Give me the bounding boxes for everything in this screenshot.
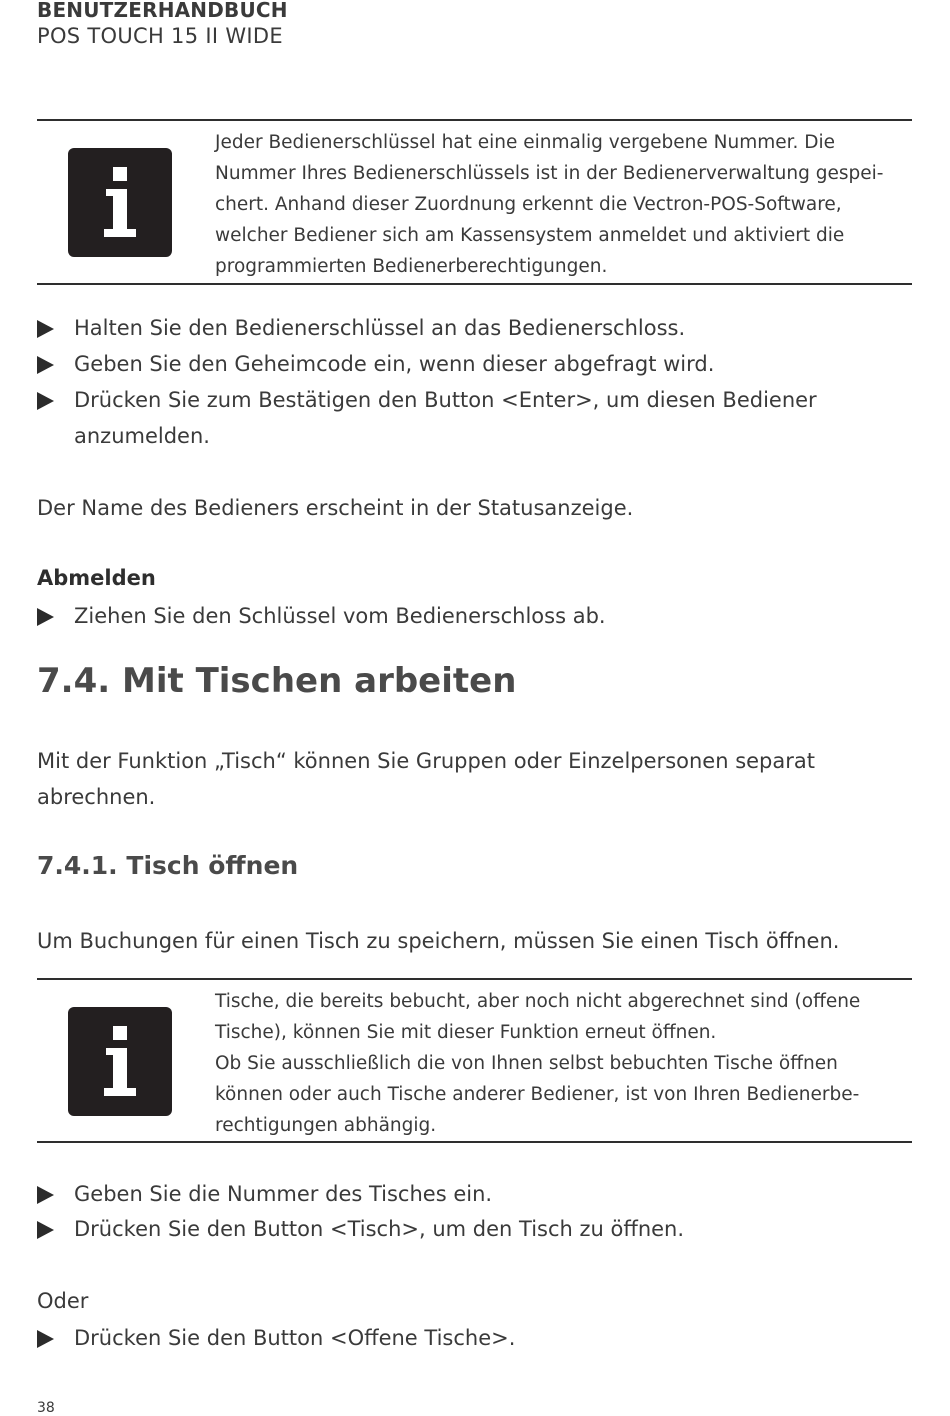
logout-heading: Abmelden [37,566,156,590]
info-icon [68,1007,172,1116]
info-line: rechtigungen abhängig. [215,1115,437,1136]
product-name: POS TOUCH 15 II WIDE [37,24,283,48]
info-line: Tische), können Sie mit dieser Funktion erneut öffnen. [215,1022,717,1043]
section-number: 7.4. [37,661,111,701]
info-line: programmierten Bedienerberechtigungen. [215,256,608,277]
page-number: 38 [37,1400,55,1416]
section-title: Mit Tischen arbeiten [122,661,517,701]
bullet-triangle-icon [37,356,54,374]
info-line: chert. Anhand dieser Zuordnung erkennt die Vectron-POS-Software, [215,194,842,215]
bullet-triangle-icon [37,608,54,626]
info-box-text [215,986,910,1141]
info-line: Nummer Ihres Bedienerschlüssels ist in der Bedienerverwaltung gespei- [215,163,884,184]
subsection-intro: Um Buchungen für einen Tisch zu speichern, müssen Sie einen Tisch öffnen. [37,929,840,953]
info-box-bottom-rule [37,283,912,285]
info-box-text [215,127,910,282]
bullet-triangle-icon [37,1330,54,1348]
info-box-bottom-rule [37,1141,912,1143]
section-intro-line: abrechnen. [37,785,156,809]
info-line: können oder auch Tische anderer Bediener, ist von Ihren Bedienerbe- [215,1084,860,1105]
info-box-top-rule [37,978,912,980]
bullet-triangle-icon [37,1186,54,1204]
manual-label: BENUTZERHANDBUCH [37,0,288,22]
bullet-triangle-icon [37,392,54,410]
info-line: Jeder Bedienerschlüssel hat eine einmalig vergebene Nummer. Die [215,132,836,153]
section-intro-line: Mit der Funktion „Tisch“ können Sie Gruppen oder Einzelpersonen separat [37,749,815,773]
section-heading [37,661,516,701]
subsection-heading [37,851,298,880]
bullet-triangle-icon [37,320,54,338]
info-box-top-rule [37,119,912,121]
info-line: welcher Bediener sich am Kassensystem anmeldet und aktiviert die [215,225,845,246]
status-note: Der Name des Bedieners erscheint in der Statusanzeige. [37,496,634,520]
bullet-triangle-icon [37,1221,54,1239]
or-label: Oder [37,1289,89,1313]
info-line: Ob Sie ausschließlich die von Ihnen selbst bebuchten Tische öffnen [215,1053,838,1074]
subsection-number: 7.4.1. [37,851,118,880]
info-line: Tische, die bereits bebucht, aber noch nicht abgerechnet sind (offene [215,991,861,1012]
info-icon [68,148,172,257]
subsection-title: Tisch öffnen [126,851,299,880]
